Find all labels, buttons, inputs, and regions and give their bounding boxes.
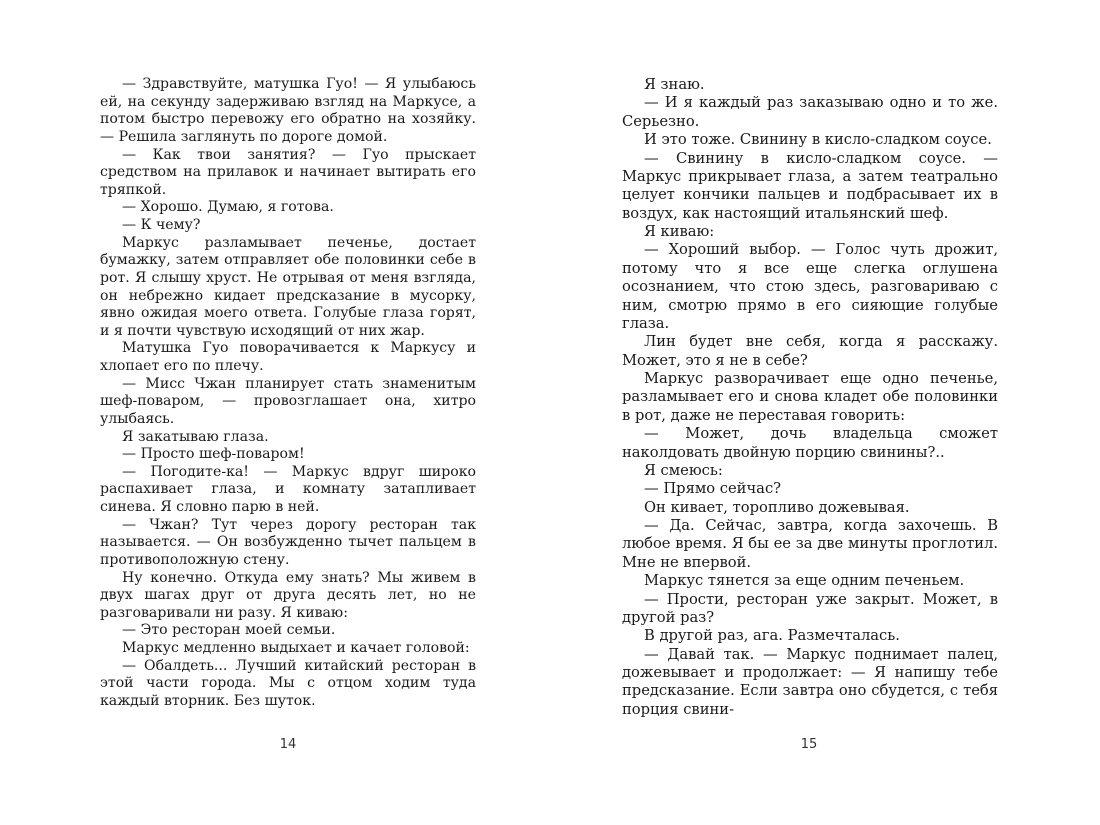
paragraph: — Обалдеть... Лучший китайский ресторан в этой части города. Мы с отцом ходим туда каждый вторник. Без шуток. [100, 657, 476, 709]
paragraph: — Прости, ресторан уже закрыт. Может, в другой раз? [622, 590, 998, 626]
paragraph: — Да. Сейчас, завтра, когда захочешь. В любое время. Я бы ее за две минуты проглотил. Мне не впервой. [622, 517, 998, 571]
paragraph: Маркус разламывает печенье, достает бумажку, затем отправляет обе половинки себе в рот. Я слышу хруст. Не отрывая от меня взгляда, он небрежно кидает предсказание в мусорку, явно ожидая моего ответа. Голубые глаза горят, и я почти чувствую исходящий от них жар. [100, 234, 476, 339]
paragraph: Я знаю. [644, 76, 705, 93]
paragraph: — Хорошо. Думаю, я готова. [122, 199, 334, 216]
paragraph: Маркус медленно выдыхает и качает головой: [122, 640, 470, 656]
paragraph: — Это ресторан моей семьи. [122, 622, 336, 639]
paragraph: В другой раз, ага. Размечталась. [644, 627, 900, 645]
paragraph: Матушка Гуо поворачивается к Маркусу и хлопает его по плечу. [100, 340, 476, 374]
paragraph: — Чжан? Тут через дорогу ресторан так называется. — Он возбужденно тычет пальцем в противоположную стену. [100, 516, 476, 568]
paragraph: Я смеюсь: [644, 461, 723, 479]
paragraph: — Может, дочь владельца сможет наколдовать двойную порцию свинины?.. [622, 425, 998, 461]
paragraph: Он кивает, торопливо дожевывая. [644, 498, 910, 516]
paragraph: — Как твои занятия? — Гуо прыскает средством на прилавок и начинает вытирать его тряпкой. [100, 146, 476, 198]
paragraph: — К чему? [122, 217, 201, 233]
paragraph: — Свинину в кисло-сладком соусе. — Маркус прикрывает глаза, а затем театрально целует кончики пальцев и подбрасывает их в воздух, как настоящий итальянский шеф. [622, 149, 998, 222]
page-number: 15 [800, 737, 818, 752]
paragraph: — И я каждый раз заказываю одно и то же. Серьезно. [622, 94, 998, 130]
paragraph: Я киваю: [644, 223, 715, 240]
paragraph: Маркус тянется за еще одним печеньем. [644, 572, 965, 590]
paragraph: Ну конечно. Откуда ему знать? Мы живем в двух шагах друг от друга десять лет, но не разговаривали ни разу. Я киваю: [100, 569, 476, 621]
paragraph: — Погодите-ка! — Маркус вдруг широко распахивает глаза, и комнату затапливает синева. Я словно парю в ней. [100, 463, 476, 515]
left-page-text [100, 76, 476, 711]
paragraph: Я закатываю глаза. [122, 428, 269, 445]
paragraph: — Просто шеф-поваром! [122, 446, 305, 463]
paragraph: Маркус разворачивает еще одно печенье, разламывает его и снова кладет обе половинки в рот, даже не переставая говорить: [622, 370, 998, 424]
paragraph: — Мисс Чжан планирует стать знаменитым шеф-поваром, — провозглашает она, хитро улыбаясь. [100, 375, 476, 427]
paragraph: — Хороший выбор. — Голос чуть дрожит, потому что я все еще слегка оглушена осознанием, что стою здесь, разговариваю с ним, смотрю прямо в его сияющие голубые глаза. [622, 241, 998, 332]
paragraph: И это тоже. Свинину в кисло-сладком соусе. [644, 131, 992, 149]
paragraph: — Здравствуйте, матушка Гуо! — Я улыбаюсь ей, на секунду задерживаю взгляд на Маркусе, а потом быстро перевожу его обратно на хозяйку. — Решила заглянуть по дороге домой. [100, 76, 476, 145]
right-page [550, 0, 1100, 825]
paragraph: — Давай так. — Маркус поднимает палец, дожевывает и продолжает: — Я напишу тебе предсказание. Если завтра оно сбудется, с тебя порция свини- [622, 645, 998, 718]
paragraph: — Прямо сейчас? [644, 480, 782, 498]
right-page-text [622, 76, 998, 719]
paragraph: Лин будет вне себя, когда я расскажу. Может, это я не в себе? [622, 333, 998, 369]
page-number: 14 [279, 737, 297, 752]
